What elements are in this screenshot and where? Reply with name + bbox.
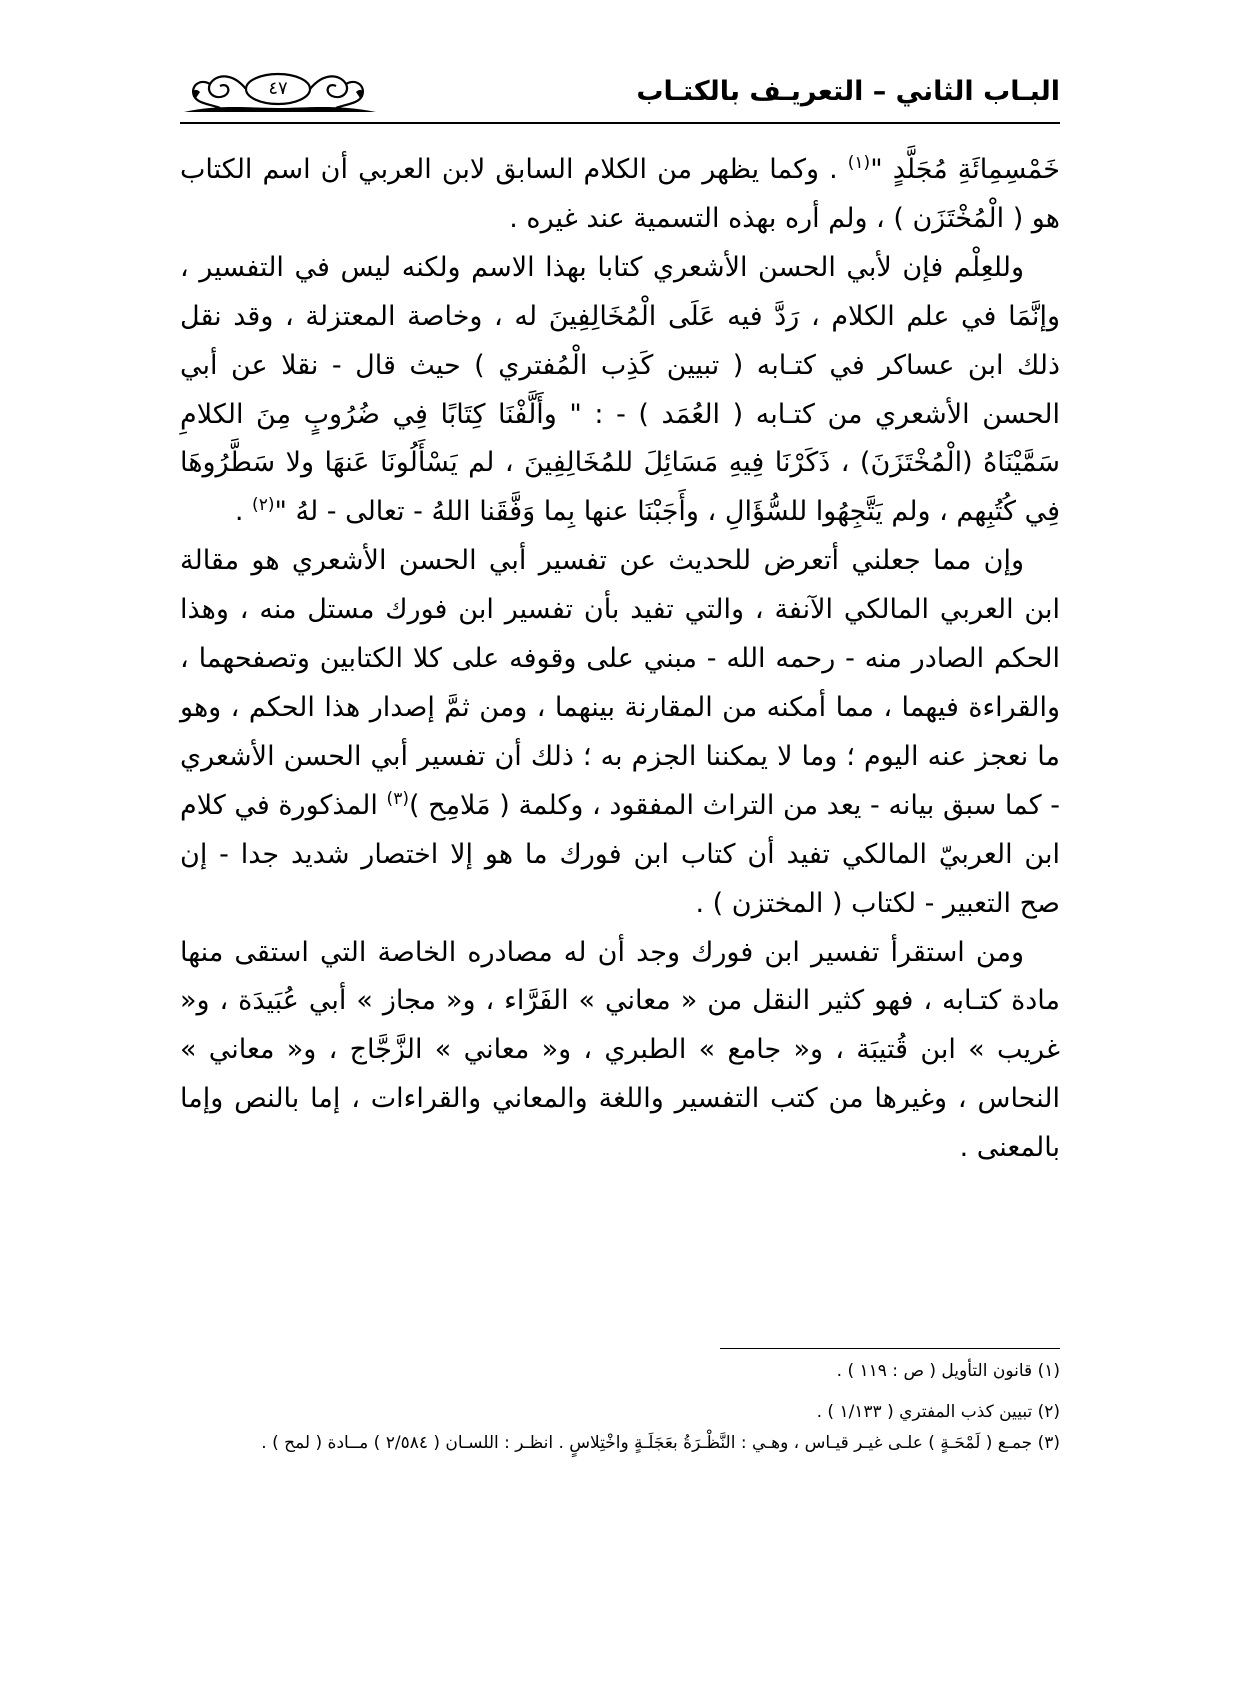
paragraph-text: . وكما يظهر من الكلام السابق لابن العربي أن اسم الكتاب هو ( الْمُخْتَزَن ) ، ولم أره بهذه التسمية عند غيره .: [180, 154, 1060, 234]
paragraph: ومن استقرأ تفسير ابن فورك وجد أن له مصادره الخاصة التي استقى منها مادة كتـابه ، فهو كثير النقل من « معاني » الفَرَّاء ، و« مجاز » أبي عُبَيدَة ، و« غريب » ابن قُتيبَة ، و« جامع » الطبري ، و« معاني » الزَّجَّاج ، و« معاني » النحاس ، وغيرها من كتب التفسير واللغة والمعاني والقراءات ، إما بالنص وإما بالمعنى .: [180, 936, 1060, 1164]
paragraph-text: خَمْسِمِائَةِ مُجَلَّدٍ ": [870, 154, 1060, 185]
footnote-ref: (١): [847, 153, 871, 173]
footnote-ref: (٢): [252, 495, 275, 516]
paragraph: [180, 244, 1060, 537]
paragraph-text: وإن مما جعلني أتعرض للحديث عن تفسير أبي الحسن الأشعري هو مقالة ابن العربي المالكي الآنفة ، والتي تفيد بأن تفسير ابن فورك مستل منه ، وهذا الحكم الصادر منه - رحمه الله - مبني على وقوفه على كلا الكتابين وتصفحهما ، والقراءة فيهما ، مما أمكنه من المقارنة بينهما ، ومن ثمَّ إصدار هذا الحكم ، وهو ما نعجز عنه اليوم ؛ وما لا يمكننا الجزم به ؛ ذلك أن تفسير أبي الحسن الأشعري - كما سبق بيانه - يعد من التراث المفقود ، وكلمة ( مَلامِح ): [180, 545, 1060, 821]
footnotes: [180, 1356, 1060, 1459]
footnote-divider: [720, 1348, 1060, 1349]
paragraph-text: .: [234, 496, 253, 528]
header-divider: [180, 122, 1060, 124]
page-header: [180, 68, 1060, 118]
paragraph: [180, 146, 1060, 244]
paragraph-text: وللعِلْم فإن لأبي الحسن الأشعري كتابا بهذا الاسم ولكنه ليس في التفسير ، وإنَّمَا في علم الكلام ، رَدَّ فيه عَلَى الْمُخَالِفِينَ له ، وخاصة المعتزلة ، وقد نقل ذلك ابن عساكر في كتـابه ( تبيين كَذِب الْمُفتري ) حيث قال - نقلا عن أبي الحسن الأشعري من كتـابه ( العُمَد ) - : " وأَلَّفْنَا كِتَابًا فِي ضُرُوبٍ مِنَ الكلامِ سَمَّيْنَاهُ (الْمُخْتَزَنَ) ، ذَكَرْنَا فِيهِ مَسَائِلَ للمُخَالِفِينَ ، لم يَسْأَلُونَا عَنهَا ولا سَطَّرُوهَا فِي كُتُبِهم ، ولم يَتَّجِهُوا للسُّؤَالِ ، وأَجَبْنَا عنها بِما وَفَّقَنا اللهُ - تعالى - لهُ ": [180, 251, 1060, 528]
paragraph-text: المذكورة في كلام ابن العربيّ المالكي تفيد أن كتاب ابن فورك ما هو إلا اختصار شديد جدا - إن صح التعبير - لكتاب ( المختزن ) .: [180, 789, 1060, 919]
footnote-ref: (٣): [386, 788, 409, 809]
body-text: [180, 146, 1060, 1173]
footnote: (٢) تبيين كذب المفتري ( ١/١٣٣ ) .: [816, 1402, 1060, 1422]
paragraph: [180, 537, 1060, 928]
chapter-title: البـاب الثاني – التعريـف بالكتـاب: [636, 76, 1060, 107]
footnote: (١) قانون التأويل ( ص : ١١٩ ) .: [836, 1361, 1060, 1381]
footnote: (٣) جمـع ( لَمْحَـةٍ ) علـى غيـر قيـاس ، وهـي : النَّظْـرَةُ بعَجَلَـةٍ واخْتِلاسٍ . انظـر : اللسـان ( ٢/٥٨٤ ) مــادة ( لمح ) .: [261, 1433, 1060, 1453]
page-number: ٤٧: [268, 78, 288, 99]
